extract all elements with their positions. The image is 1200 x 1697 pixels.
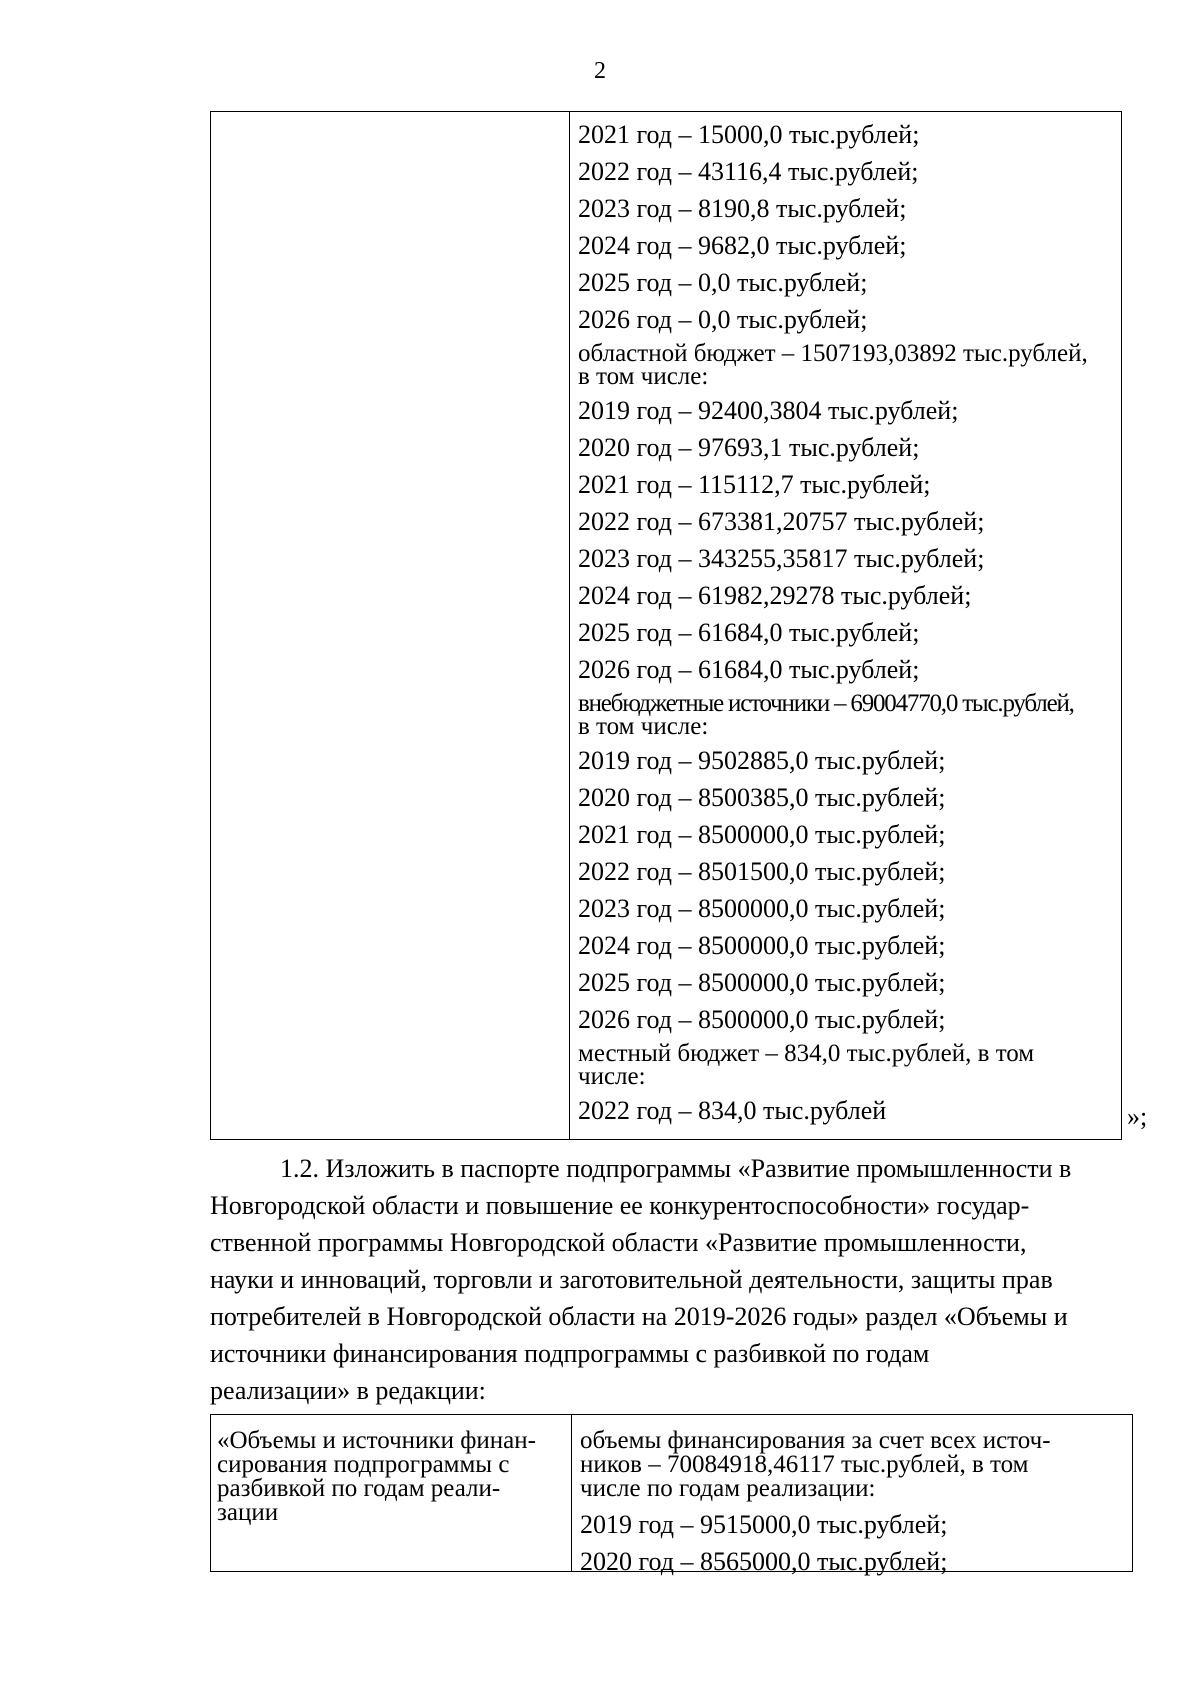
funding-line: 2021 год – 115112,7 тыс.рублей; bbox=[578, 470, 931, 499]
closing-quote: »; bbox=[1127, 1102, 1148, 1131]
funding-line: 2023 год – 8190,8 тыс.рублей; bbox=[578, 194, 907, 223]
header-line: ников – 70084918,46117 тыс.рублей, в том bbox=[580, 1451, 1029, 1478]
funding-line: 2026 год – 61684,0 тыс.рублей; bbox=[578, 655, 920, 684]
header-line: объемы финансирования за счет всех источ- bbox=[580, 1427, 1051, 1454]
page-number: 2 bbox=[594, 58, 606, 84]
funding-line: 2022 год – 673381,20757 тыс.рублей; bbox=[578, 507, 985, 536]
funding-table-continued bbox=[210, 111, 1122, 1140]
label-line: разбивкой по годам реали- bbox=[217, 1475, 501, 1502]
table-column-divider bbox=[571, 1415, 572, 1571]
funding-cell bbox=[580, 1429, 1126, 1584]
funding-line: 2024 год – 61982,29278 тыс.рублей; bbox=[578, 581, 972, 610]
header-line: числе по годам реализации: bbox=[580, 1475, 876, 1502]
amendment-paragraph bbox=[210, 1150, 1123, 1409]
header-line: числе: bbox=[578, 1063, 646, 1090]
paragraph-line bbox=[210, 1150, 1123, 1187]
funding-line: 2019 год – 9502885,0 тыс.рублей; bbox=[578, 746, 946, 775]
funding-line: 2022 год – 834,0 тыс.рублей bbox=[578, 1096, 887, 1125]
total-funding-header bbox=[580, 1429, 1126, 1501]
paragraph-line: реализации» в редакции: bbox=[210, 1376, 486, 1405]
paragraph-line: источники финансирования подпрограммы с разбивкой по годам bbox=[210, 1339, 930, 1368]
label-line: зации bbox=[217, 1499, 279, 1526]
funding-line: 2022 год – 43116,4 тыс.рублей; bbox=[578, 157, 919, 186]
paragraph-text: 1.2. Изложить в паспорте подпрограммы «Развитие промышленности в bbox=[280, 1154, 1072, 1183]
funding-section-table bbox=[210, 1414, 1133, 1576]
funding-line: 2020 год – 97693,1 тыс.рублей; bbox=[578, 433, 920, 462]
paragraph-line: потребителей в Новгородской области на 2019-2026 годы» раздел «Объемы и bbox=[210, 1302, 1068, 1331]
label-line: «Объемы и источники финан- bbox=[217, 1427, 536, 1454]
regional-budget-header bbox=[578, 342, 1118, 388]
funding-line: 2023 год – 8500000,0 тыс.рублей; bbox=[578, 894, 946, 923]
funding-line: 2025 год – 61684,0 тыс.рублей; bbox=[578, 618, 920, 647]
paragraph-line: ственной программы Новгородской области «Развитие промышленности, bbox=[210, 1228, 1027, 1257]
local-budget-header bbox=[578, 1042, 1118, 1088]
funding-line: 2022 год – 8501500,0 тыс.рублей; bbox=[578, 857, 946, 886]
header-line: областной бюджет – 1507193,03892 тыс.рублей, bbox=[578, 340, 1088, 367]
funding-cell bbox=[578, 120, 1118, 1133]
funding-line: 2021 год – 15000,0 тыс.рублей; bbox=[578, 120, 920, 149]
funding-line: 2026 год – 0,0 тыс.рублей; bbox=[578, 305, 868, 334]
offbudget-sources-header bbox=[578, 692, 1118, 738]
funding-line: 2021 год – 8500000,0 тыс.рублей; bbox=[578, 820, 946, 849]
label-line: сирования подпрограммы с bbox=[217, 1451, 510, 1478]
funding-line: 2025 год – 8500000,0 тыс.рублей; bbox=[578, 968, 946, 997]
paragraph-line: науки и инноваций, торговли и заготовительной деятельности, защиты прав bbox=[210, 1265, 1053, 1294]
header-line: местный бюджет – 834,0 тыс.рублей, в том bbox=[578, 1040, 1035, 1067]
header-line: в том числе: bbox=[578, 713, 709, 740]
funding-line: 2020 год – 8565000,0 тыс.рублей; bbox=[580, 1547, 948, 1576]
funding-line: 2025 год – 0,0 тыс.рублей; bbox=[578, 268, 868, 297]
funding-line: 2024 год – 9682,0 тыс.рублей; bbox=[578, 231, 907, 260]
table-column-divider bbox=[569, 112, 570, 1139]
funding-line: 2020 год – 8500385,0 тыс.рублей; bbox=[578, 783, 946, 812]
header-line: внебюджетные источники – 69004770,0 тыс.рублей, bbox=[578, 690, 1074, 717]
section-label-cell bbox=[217, 1429, 563, 1525]
funding-line: 2023 год – 343255,35817 тыс.рублей; bbox=[578, 544, 985, 573]
header-line: в том числе: bbox=[578, 363, 709, 390]
funding-line: 2024 год – 8500000,0 тыс.рублей; bbox=[578, 931, 946, 960]
funding-line: 2019 год – 92400,3804 тыс.рублей; bbox=[578, 396, 959, 425]
funding-line: 2019 год – 9515000,0 тыс.рублей; bbox=[580, 1510, 948, 1539]
funding-line: 2026 год – 8500000,0 тыс.рублей; bbox=[578, 1005, 946, 1034]
paragraph-line: Новгородской области и повышение ее конкурентоспособности» государ- bbox=[210, 1191, 1030, 1220]
